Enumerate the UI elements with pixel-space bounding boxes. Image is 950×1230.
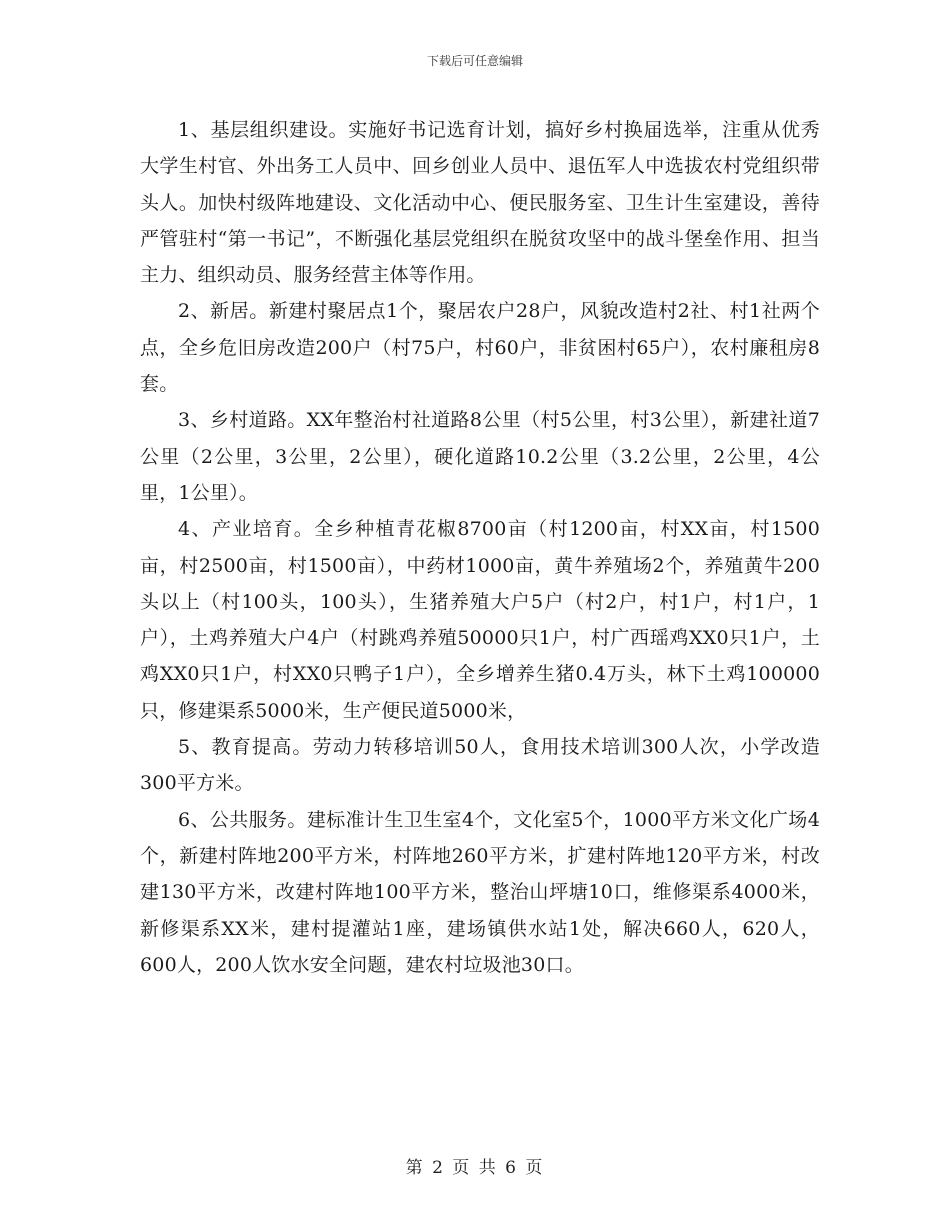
paragraph-roads: 3、乡村道路。XX年整治村社道路8公里（村5公里，村3公里），新建社道7公里（2公里，3公里，2公里），硬化道路10.2公里（3.2公里，2公里，4公里，1公里）。 xyxy=(140,409,820,504)
document-body xyxy=(140,112,820,983)
paragraph-education: 5、教育提高。劳动力转移培训50人，食用技术培训300人次，小学改造300平方米。 xyxy=(140,736,820,795)
page-number: 第 2 页 共 6 页 xyxy=(405,1158,545,1178)
page-header: 下载后可任意编辑 xyxy=(426,54,523,68)
paragraph-organization: 1、基层组织建设。实施好书记选育计划，搞好乡村换届选举，注重从优秀大学生村官、外出务工人员中、回乡创业人员中、退伍军人中选拔农村党组织带头人。加快村级阵地建设、文化活动中心、便民服务室、卫生计生室建设，善待严管驻村“第一书记”，不断强化基层党组织在脱贫攻坚中的战斗堡垒作用、担当主力、组织动员、服务经营主体等作用。 xyxy=(140,119,820,287)
paragraph-housing: 2、新居。新建村聚居点1个，聚居农户28户，风貌改造村2社、村1社两个点，全乡危旧房改造200户（村75户，村60户，非贫困村65户），农村廉租房8套。 xyxy=(140,300,820,396)
paragraph-industry: 4、产业培育。全乡种植青花椒8700亩（村1200亩，村XX亩，村1500亩，村2500亩，村1500亩），中药材1000亩，黄牛养殖场2个，养殖黄牛200头以上（村100头，100头），生猪养殖大户5户（村2户，村1户，村1户，1户），土鸡养殖大户4户（村跳鸡养殖50000只1户，村广西瑶鸡XX0只1户，土鸡XX0只1户，村XX0只鸭子1户），全乡增养生猪0.4万头，林下土鸡100000只，修建渠系5000米，生产便民道5000米， xyxy=(140,518,820,722)
paragraph-public-services: 6、公共服务。建标准计生卫生室4个，文化室5个，1000平方米文化广场4个，新建村阵地200平方米，村阵地260平方米，扩建村阵地120平方米，村改建130平方米，改建村阵地100平方米，整治山坪塘10口，维修渠系4000米，新修渠系XX米，建村提灌站1座，建场镇供水站1处，解决660人，620人，600人，200人饮水安全问题，建农村垃圾池30口。 xyxy=(140,808,820,976)
